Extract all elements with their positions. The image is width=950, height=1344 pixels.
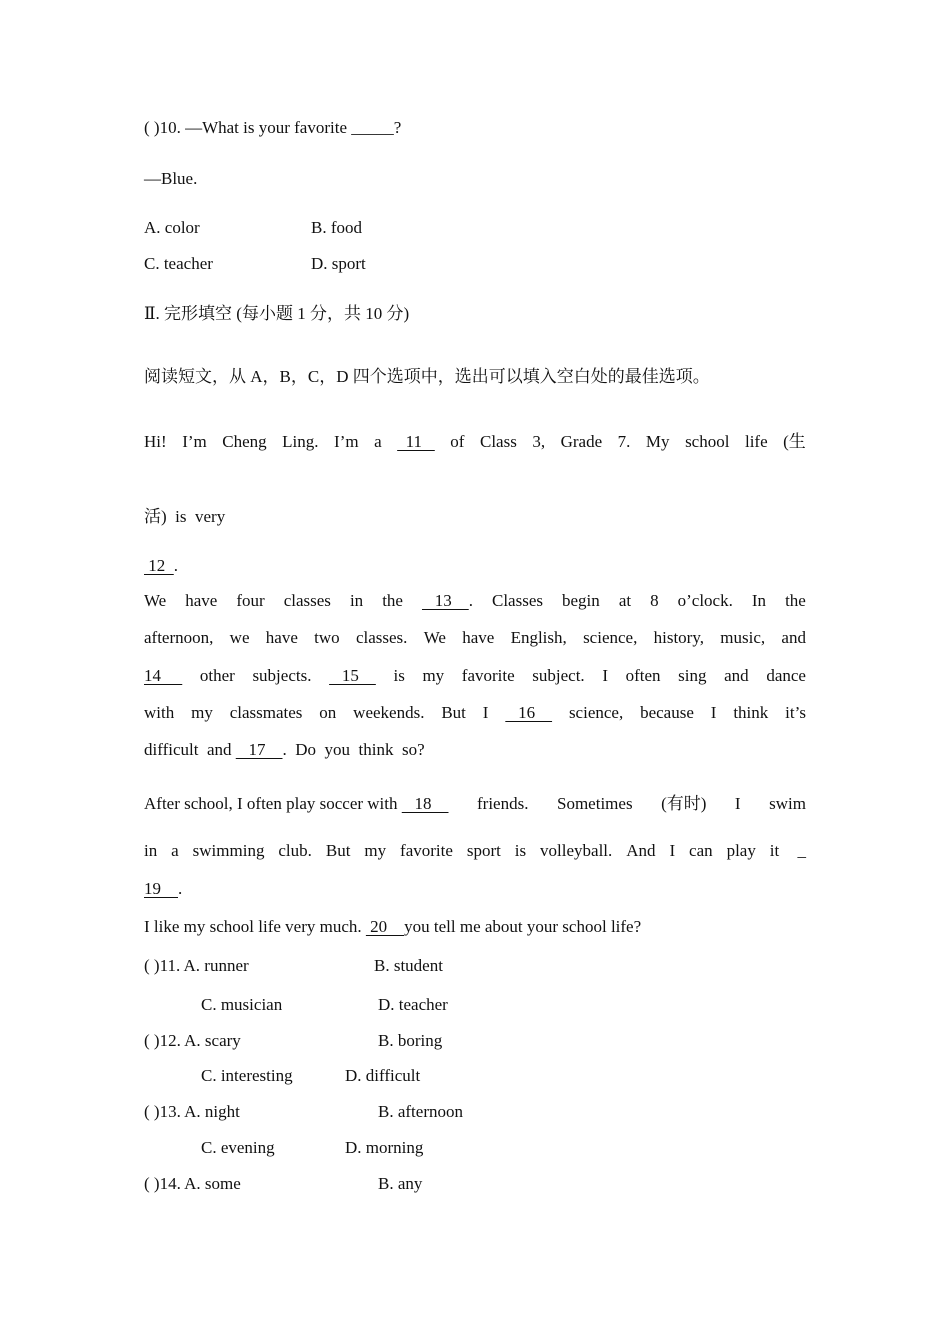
blank-17: 17 <box>235 740 283 759</box>
passage-line: We have four classes in the 13 . Classes begin at 8 o’clock. In the <box>144 591 806 610</box>
blank-14: 14 <box>144 666 183 685</box>
option-c: C. teacher <box>144 254 213 273</box>
blank-12: 12 <box>144 556 174 575</box>
section-instruction: 阅读短文，从 A，B，C，D 四个选项中，选出可以填入空白处的最佳选项。 <box>144 367 710 386</box>
blank-15: 15 <box>329 666 376 685</box>
question-12-option-c: C. interesting <box>201 1066 293 1085</box>
question-11-stem: ( )11. A. runner <box>144 956 249 975</box>
question-13-option-c: C. evening <box>201 1138 275 1157</box>
passage-line: 19 . <box>144 879 183 898</box>
passage-line: with my classmates on weekends. But I 16 science, because I think it’s <box>144 703 806 722</box>
question-14-stem: ( )14. A. some <box>144 1174 241 1193</box>
passage-line: 12 . <box>144 556 178 575</box>
blank-16: 16 <box>505 703 553 722</box>
question-10-reply: —Blue. <box>144 169 198 188</box>
passage-line: in a swimming club. But my favorite sport is volleyball. And I can play it _ <box>144 841 806 860</box>
question-13-stem: ( )13. A. night <box>144 1102 240 1121</box>
option-a: A. color <box>144 218 200 237</box>
passage-line: 14 other subjects. 15 is my favorite subject. I often sing and dance <box>144 666 806 685</box>
passage-line: After school, I often play soccer with 18 friends. Sometimes (有时) I swim <box>144 794 806 813</box>
blank-13: 13 <box>421 591 469 610</box>
question-13-option-d: D. morning <box>345 1138 424 1157</box>
option-b: B. food <box>311 218 362 237</box>
question-13-option-b: B. afternoon <box>378 1102 463 1121</box>
passage-line: 活) is very <box>144 507 226 526</box>
question-12-stem: ( )12. A. scary <box>144 1031 241 1050</box>
question-12-option-d: D. difficult <box>345 1066 421 1085</box>
blank-20: 20 <box>365 917 405 936</box>
passage-line: Hi! I’m Cheng Ling. I’m a 11 of Class 3, Grade 7. My school life (生 <box>144 432 806 451</box>
blank-11: 11 <box>397 432 435 451</box>
question-10-stem: ( )10. —What is your favorite _____? <box>144 118 402 137</box>
blank-19: 19 <box>144 879 178 898</box>
question-11-option-c: C. musician <box>201 995 283 1014</box>
option-d: D. sport <box>311 254 366 273</box>
question-12-option-b: B. boring <box>378 1031 443 1050</box>
blank-18: 18 <box>401 794 449 813</box>
question-14-option-b: B. any <box>378 1174 423 1193</box>
passage-line: I like my school life very much. 20 you tell me about your school life? <box>144 917 642 936</box>
passage-line: difficult and 17 . Do you think so? <box>144 740 425 759</box>
passage-line: afternoon, we have two classes. We have English, science, history, music, and <box>144 628 806 647</box>
question-11-option-b: B. student <box>374 956 443 975</box>
question-11-option-d: D. teacher <box>378 995 448 1014</box>
section-heading: Ⅱ. 完形填空 (每小题 1 分，共 10 分) <box>144 304 410 323</box>
